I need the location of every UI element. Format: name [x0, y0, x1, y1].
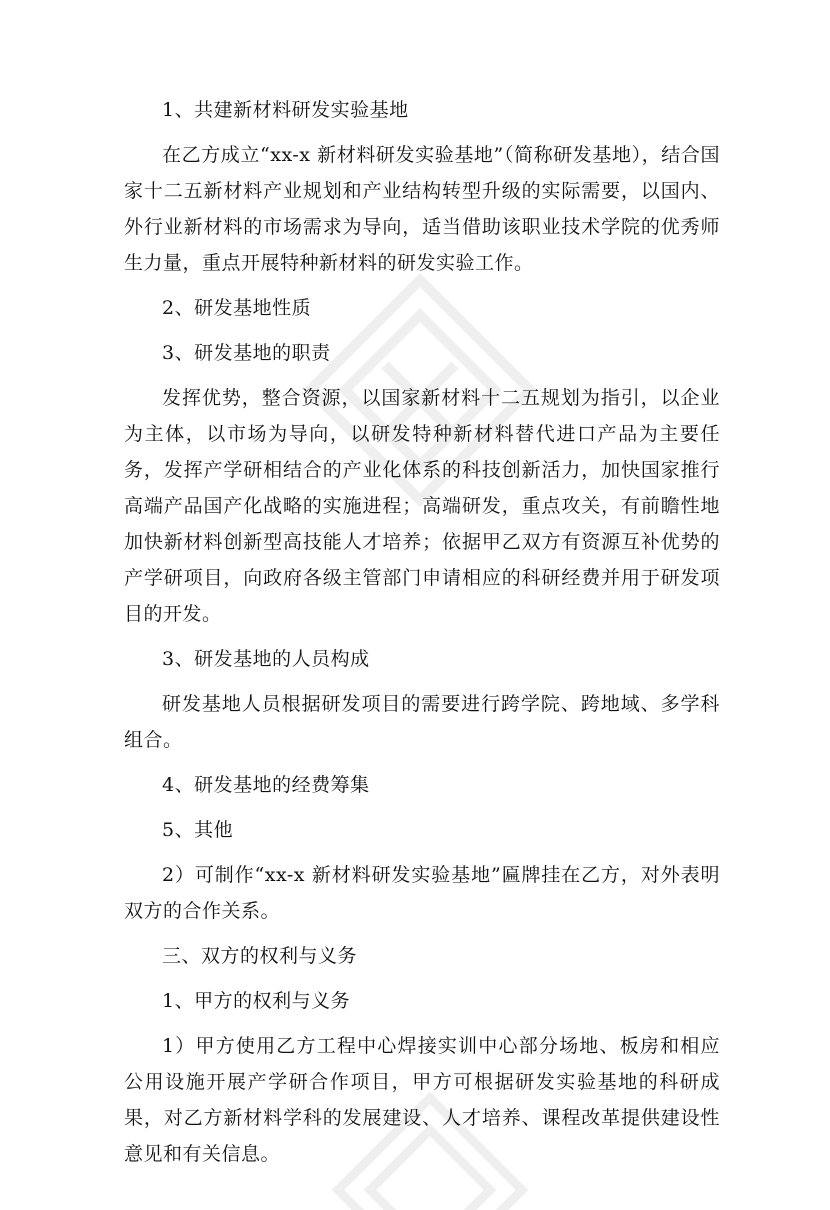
- section-heading: 2、研发基地性质: [162, 297, 312, 319]
- section-heading: 1、甲方的权利与义务: [162, 990, 351, 1012]
- section-heading: 3、研发基地的职责: [162, 342, 331, 364]
- section-heading: 4、研发基地的经费筹集: [162, 774, 370, 796]
- body-paragraph: 在乙方成立“xx-x 新材料研发实验基地”（简称研发基地），结合国家十二五新材料产业规划和产业结构转型升级的实际需要，以国内、外行业新材料的市场需求为导向，适当借助该职业技术学院的优秀师生力量，重点开展特种新材料的研发实验工作。: [124, 144, 720, 274]
- document-body: [124, 92, 720, 1181]
- section-heading: 1、共建新材料研发实验基地: [162, 99, 409, 121]
- section-heading: 5、其他: [162, 819, 234, 841]
- section-heading: 3、研发基地的人员构成: [162, 648, 370, 670]
- body-paragraph: 2）可制作“xx-x 新材料研发实验基地”匾牌挂在乙方，对外表明双方的合作关系。: [124, 864, 720, 922]
- body-paragraph: 发挥优势，整合资源，以国家新材料十二五规划为指引，以企业为主体，以市场为导向，以研发特种新材料替代进口产品为主要任务，发挥产学研相结合的产业化体系的科技创新活力，加快国家推行高端产品国产化战略的实施进程；高端研发，重点攻关，有前瞻性地加快新材料创新型高技能人才培养；依据甲乙双方有资源互补优势的产学研项目，向政府各级主管部门申请相应的科研经费并用于研发项目的开发。: [124, 387, 720, 625]
- body-paragraph: 研发基地人员根据研发项目的需要进行跨学院、跨地域、多学科组合。: [124, 693, 720, 751]
- body-paragraph: 1）甲方使用乙方工程中心焊接实训中心部分场地、板房和相应公用设施开展产学研合作项目，甲方可根据研发实验基地的科研成果，对乙方新材料学科的发展建设、人才培养、课程改革提供建设性意见和有关信息。: [124, 1035, 720, 1165]
- section-heading: 三、双方的权利与义务: [162, 945, 358, 967]
